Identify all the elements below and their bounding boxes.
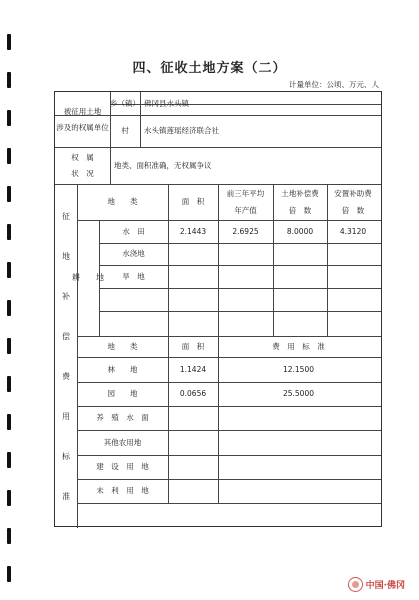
header-area: 面 积 [181,197,205,207]
cultivated-type: 水浇地 [122,249,145,259]
header-land-multiple [273,184,327,220]
township-label: 乡（镇） [110,98,140,108]
owner-label [55,92,110,147]
header-avg-value-line1: 前三年平均 [226,188,265,198]
cultivated-land-mult: 8.0000 [286,226,314,236]
header-land-type: 地 类 [107,197,138,207]
cultivated-area: 2.1443 [179,226,207,236]
footer-logo [348,577,405,592]
binding-mark [7,452,11,468]
row-divider [99,288,381,289]
ownership-label-line1: 权 属 [71,153,94,163]
side-char: 标 [62,452,70,461]
binding-mark [7,186,11,202]
header-land-multiple-line1: 土地补偿费 [281,188,319,198]
header-avg-value-line2: 年产值 [234,206,257,215]
unit-note: 计量单位：公顷、万元、人 [289,80,379,89]
binding-mark [7,566,11,582]
other-area: 1.1424 [179,364,207,374]
other-standard: 25.5000 [282,389,314,399]
side-char: 偿 [62,332,70,341]
cultivated-type: 旱 地 [122,271,145,281]
ownership-label [55,147,110,184]
other-area: 0.0656 [179,389,207,399]
ownership-label-line2: 状 况 [71,168,94,178]
binding-mark [7,528,11,544]
owner-label-line2: 涉及的权属单位 [56,122,109,132]
header2-standard: 费 用 标 准 [272,341,325,351]
other-type: 养 殖 水 面 [96,413,149,423]
header-resettle-multiple-line1: 安置补助费 [334,188,372,198]
binding-mark [7,110,11,126]
binding-mark [7,376,11,392]
header-resettle-multiple [327,184,379,220]
side-char: 补 [62,292,70,301]
other-type: 其他农用地 [103,437,142,447]
header-avg-value [218,184,273,220]
header2-area: 面 积 [181,341,205,351]
binding-mark [7,300,11,316]
village-value: 水头镇莲瑶经济联合社 [144,126,219,136]
header-land-multiple-line2: 倍 数 [288,206,312,215]
footer-logo-text: 中国·佛冈 [365,581,405,591]
side-char: 准 [62,492,70,501]
row-divider [77,503,381,504]
other-standard: 12.1500 [282,364,314,374]
owner-label-line1: 被征用土地 [63,107,102,117]
compensation-side-label [55,197,77,517]
other-type: 未 利 用 地 [96,486,149,496]
header2-land-type: 地 类 [107,341,138,351]
side-char: 费 [62,372,70,381]
binding-mark [7,34,11,50]
binding-mark [7,338,11,354]
binding-mark [7,414,11,430]
cultivated-avg: 2.6925 [232,226,259,236]
cultivated-resettle-mult: 4.3120 [339,226,367,236]
cultivated-label [72,224,104,332]
binding-mark [7,148,11,164]
header-resettle-multiple-line2: 倍 数 [341,206,365,215]
other-type: 园 地 [107,389,138,399]
seal-icon [348,577,363,592]
side-char: 地 [62,252,70,261]
cultivated-type: 水 田 [122,226,145,236]
other-type: 林 地 [107,364,138,374]
township-value: 佛冈县水头镇 [144,98,189,108]
village-label: 村 [121,126,129,136]
other-type: 建 设 用 地 [96,462,149,472]
binding-mark [7,490,11,506]
binding-mark [7,262,11,278]
side-char: 征 [62,212,70,221]
land-acquisition-table [54,91,382,527]
side-char: 用 [62,412,70,421]
page-title: 四、征收土地方案（二） [132,61,287,76]
cultivated-label-text: 耕 地 [72,273,104,282]
row-divider [99,311,381,312]
binding-mark [7,224,11,240]
ownership-value: 地类、面积准确，无权属争议 [114,160,212,170]
